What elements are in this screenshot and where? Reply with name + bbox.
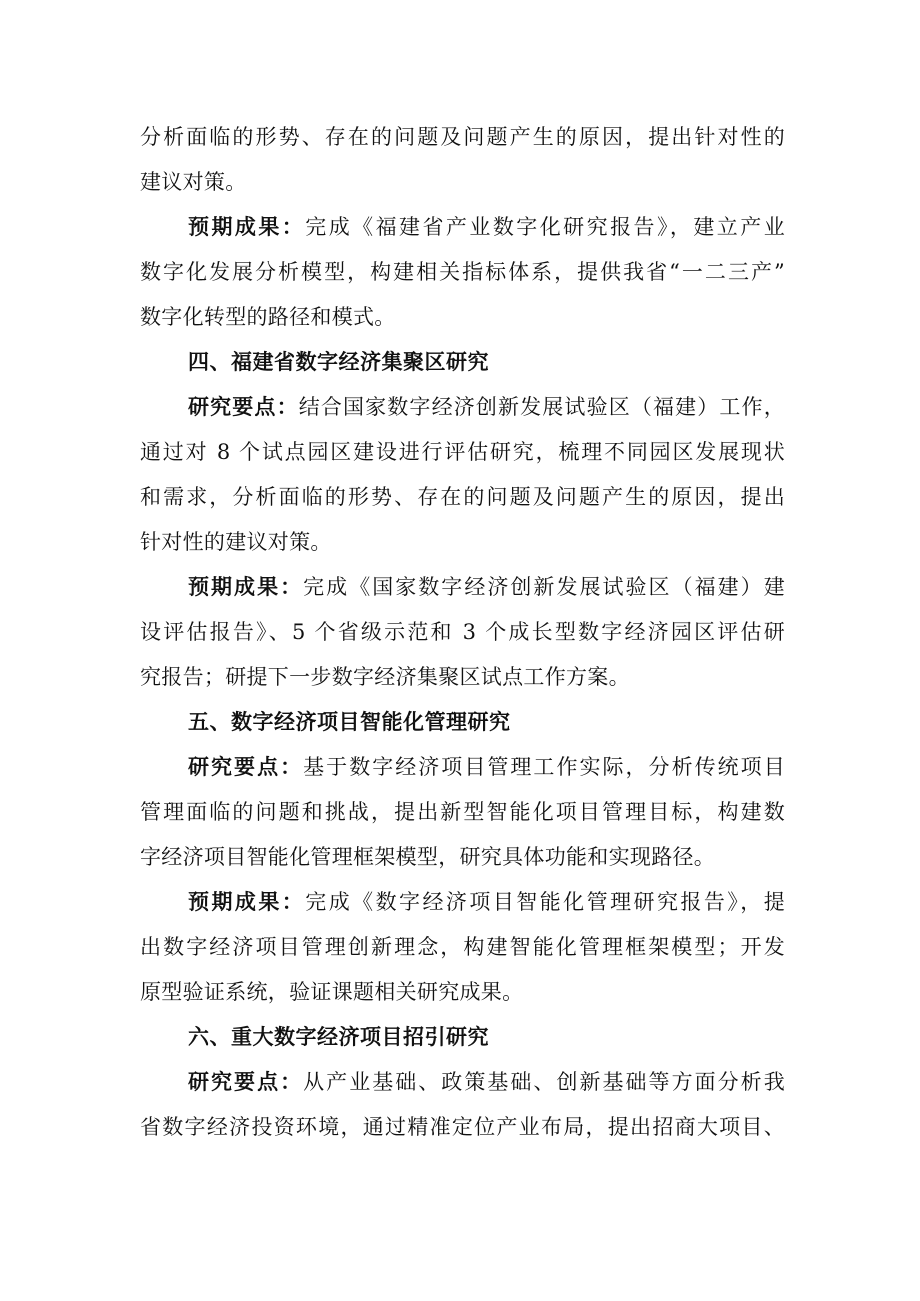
outcome-paragraph-first-line [188, 889, 785, 915]
points-paragraph-first-line [188, 394, 785, 420]
section-heading: 四、福建省数字经济集聚区研究 [188, 350, 489, 374]
paragraph-line: 字经济项目智能化管理框架模型，研究具体功能和实现路径。 [140, 845, 716, 869]
paragraph-line: 分析面临的形势、存在的问题及问题产生的原因，提出针对性的 [140, 125, 785, 149]
points-paragraph-first-line [188, 1069, 785, 1095]
outcome-lead: 预期成果： [188, 575, 304, 599]
points-text: 结合国家数字经济创新发展试验区（福建）工作， [298, 395, 785, 419]
paragraph-line: 针对性的建议对策。 [140, 530, 332, 554]
outcome-text: 完成《数字经济项目智能化管理研究报告》，提 [305, 890, 785, 914]
paragraph-line: 通过对 8 个试点园区建设进行评估研究，梳理不同园区发展现状 [140, 440, 785, 464]
points-text: 基于数字经济项目管理工作实际，分析传统项目 [303, 755, 785, 779]
paragraph-line: 出数字经济项目管理创新理念，构建智能化管理框架模型；开发 [140, 935, 785, 959]
section-heading: 五、数字经济项目智能化管理研究 [188, 710, 511, 734]
outcome-text: 完成《国家数字经济创新发展试验区（福建）建 [303, 575, 785, 599]
points-paragraph-first-line [188, 754, 785, 780]
outcome-text: 完成《福建省产业数字化研究报告》，建立产业 [305, 215, 785, 239]
paragraph-line: 数字化转型的路径和模式。 [140, 305, 396, 329]
paragraph-line: 省数字经济投资环境，通过精准定位产业布局，提出招商大项目、 [140, 1115, 785, 1139]
outcome-lead: 预期成果： [188, 890, 306, 914]
paragraph-line: 建议对策。 [140, 170, 247, 194]
paragraph-line: 设评估报告》、5 个省级示范和 3 个成长型数字经济园区评估研 [140, 620, 785, 644]
section-heading: 六、重大数字经济项目招引研究 [188, 1025, 489, 1049]
paragraph-line: 和需求，分析面临的形势、存在的问题及问题产生的原因，提出 [140, 485, 785, 509]
paragraph-line: 数字化发展分析模型，构建相关指标体系，提供我省“一二三产” [140, 260, 785, 284]
paragraph-line: 管理面临的问题和挑战，提出新型智能化项目管理目标，构建数 [140, 800, 785, 824]
points-lead: 研究要点： [188, 1070, 304, 1094]
outcome-lead: 预期成果： [188, 215, 306, 239]
points-lead: 研究要点： [188, 755, 304, 779]
points-lead: 研究要点： [188, 395, 299, 419]
paragraph-line: 究报告；研提下一步数字经济集聚区试点工作方案。 [140, 665, 630, 689]
outcome-paragraph-first-line [188, 574, 785, 600]
points-text: 从产业基础、政策基础、创新基础等方面分析我 [303, 1070, 785, 1094]
paragraph-line: 原型验证系统，验证课题相关研究成果。 [140, 980, 524, 1004]
outcome-paragraph-first-line [188, 214, 785, 240]
